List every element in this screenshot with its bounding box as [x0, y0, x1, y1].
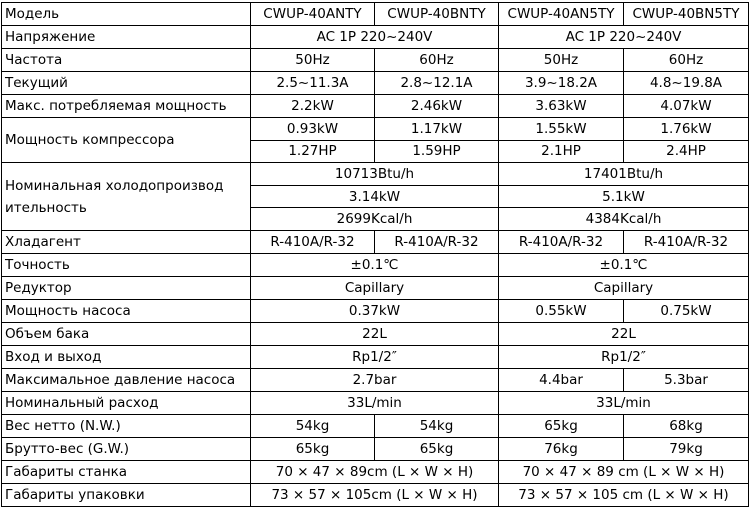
package-dimensions-cell: 73 × 57 × 105cm (L × W × H) — [251, 483, 499, 506]
max-power-cell: 2.46kW — [375, 95, 499, 118]
row-label-compressor-power: Мощность компрессора — [2, 118, 251, 163]
pump-pressure-cell: 5.3bar — [624, 368, 749, 391]
reducer-cell: Capillary — [499, 276, 749, 299]
reducer-cell: Capillary — [251, 276, 499, 299]
row-label-refrigerant: Хладагент — [2, 230, 251, 253]
row-label-max-power: Макс. потребляемая мощность — [2, 95, 251, 118]
refrigerant-cell: R-410A/R-32 — [251, 230, 375, 253]
row-label-reducer: Редуктор — [2, 276, 251, 299]
net-weight-cell: 68kg — [624, 414, 749, 437]
compressor-kw-cell: 0.93kW — [251, 118, 375, 141]
row-label-tank-volume: Объем бака — [2, 322, 251, 345]
table-row-precision — [2, 253, 749, 276]
pump-power-cell: 0.37kW — [251, 299, 499, 322]
cooling-kw-cell: 3.14kW — [251, 185, 499, 208]
row-label-package-dimensions: Габариты упаковки — [2, 483, 251, 506]
model-cell: CWUP-40BN5TY — [624, 3, 749, 26]
row-label-nominal-flow: Номинальный расход — [2, 391, 251, 414]
refrigerant-cell: R-410A/R-32 — [624, 230, 749, 253]
row-label-cooling-capacity: Номинальная холодопроизвод ительность — [2, 163, 251, 231]
current-cell: 4.8~19.8A — [624, 72, 749, 95]
net-weight-cell: 54kg — [251, 414, 375, 437]
table-row-pump-pressure — [2, 368, 749, 391]
precision-cell: ±0.1℃ — [499, 253, 749, 276]
model-cell: CWUP-40ANTY — [251, 3, 375, 26]
row-label-current: Текущий — [2, 72, 251, 95]
table-row-cooling-btu — [2, 163, 749, 186]
table-row-frequency — [2, 49, 749, 72]
compressor-kw-cell: 1.17kW — [375, 118, 499, 141]
net-weight-cell: 54kg — [375, 414, 499, 437]
pump-power-cell: 0.75kW — [624, 299, 749, 322]
frequency-cell: 50Hz — [251, 49, 375, 72]
row-label-precision: Точность — [2, 253, 251, 276]
machine-dimensions-cell: 70 × 47 × 89 cm (L × W × H) — [499, 460, 749, 483]
compressor-hp-cell: 2.1HP — [499, 140, 624, 163]
row-label-voltage: Напряжение — [2, 26, 251, 49]
tank-volume-cell: 22L — [499, 322, 749, 345]
table-row-package-dimensions — [2, 483, 749, 506]
table-row-nominal-flow — [2, 391, 749, 414]
gross-weight-cell: 65kg — [251, 437, 375, 460]
nominal-flow-cell: 33L/min — [499, 391, 749, 414]
row-label-frequency: Частота — [2, 49, 251, 72]
compressor-kw-cell: 1.76kW — [624, 118, 749, 141]
precision-cell: ±0.1℃ — [251, 253, 499, 276]
refrigerant-cell: R-410A/R-32 — [375, 230, 499, 253]
machine-dimensions-cell: 70 × 47 × 89cm (L × W × H) — [251, 460, 499, 483]
compressor-hp-cell: 1.59HP — [375, 140, 499, 163]
current-cell: 2.8~12.1A — [375, 72, 499, 95]
row-label-pump-pressure: Максимальное давление насоса — [2, 368, 251, 391]
compressor-hp-cell: 2.4HP — [624, 140, 749, 163]
current-cell: 2.5~11.3A — [251, 72, 375, 95]
frequency-cell: 50Hz — [499, 49, 624, 72]
specification-table — [1, 2, 749, 507]
table-row-model — [2, 3, 749, 26]
cooling-kcal-cell: 4384Kcal/h — [499, 208, 749, 231]
current-cell: 3.9~18.2A — [499, 72, 624, 95]
inlet-outlet-cell: Rp1/2″ — [499, 345, 749, 368]
table-row-current — [2, 72, 749, 95]
refrigerant-cell: R-410A/R-32 — [499, 230, 624, 253]
cooling-btu-cell: 17401Btu/h — [499, 163, 749, 186]
table-row-max-power — [2, 95, 749, 118]
row-label-net-weight: Вес нетто (N.W.) — [2, 414, 251, 437]
pump-pressure-cell: 2.7bar — [251, 368, 499, 391]
table-row-net-weight — [2, 414, 749, 437]
inlet-outlet-cell: Rp1/2″ — [251, 345, 499, 368]
pump-power-cell: 0.55kW — [499, 299, 624, 322]
compressor-kw-cell: 1.55kW — [499, 118, 624, 141]
compressor-hp-cell: 1.27HP — [251, 140, 375, 163]
table-row-pump-power — [2, 299, 749, 322]
pump-pressure-cell: 4.4bar — [499, 368, 624, 391]
max-power-cell: 3.63kW — [499, 95, 624, 118]
max-power-cell: 2.2kW — [251, 95, 375, 118]
voltage-cell: AC 1P 220~240V — [251, 26, 499, 49]
cooling-btu-cell: 10713Btu/h — [251, 163, 499, 186]
nominal-flow-cell: 33L/min — [251, 391, 499, 414]
row-label-machine-dimensions: Габариты станка — [2, 460, 251, 483]
model-cell: CWUP-40BNTY — [375, 3, 499, 26]
package-dimensions-cell: 73 × 57 × 105 cm (L × W × H) — [499, 483, 749, 506]
gross-weight-cell: 65kg — [375, 437, 499, 460]
tank-volume-cell: 22L — [251, 322, 499, 345]
max-power-cell: 4.07kW — [624, 95, 749, 118]
row-label-inlet-outlet: Вход и выход — [2, 345, 251, 368]
table-row-refrigerant — [2, 230, 749, 253]
voltage-cell: AC 1P 220~240V — [499, 26, 749, 49]
table-row-tank-volume — [2, 322, 749, 345]
table-row-inlet-outlet — [2, 345, 749, 368]
table-row-compressor-kw — [2, 118, 749, 141]
net-weight-cell: 65kg — [499, 414, 624, 437]
frequency-cell: 60Hz — [375, 49, 499, 72]
cooling-kw-cell: 5.1kW — [499, 185, 749, 208]
table-row-gross-weight — [2, 437, 749, 460]
table-row-reducer — [2, 276, 749, 299]
row-label-pump-power: Мощность насоса — [2, 299, 251, 322]
row-label-gross-weight: Брутто-вес (G.W.) — [2, 437, 251, 460]
model-cell: CWUP-40AN5TY — [499, 3, 624, 26]
row-label-model: Модель — [2, 3, 251, 26]
cooling-kcal-cell: 2699Kcal/h — [251, 208, 499, 231]
table-row-voltage — [2, 26, 749, 49]
table-row-machine-dimensions — [2, 460, 749, 483]
gross-weight-cell: 79kg — [624, 437, 749, 460]
frequency-cell: 60Hz — [624, 49, 749, 72]
gross-weight-cell: 76kg — [499, 437, 624, 460]
